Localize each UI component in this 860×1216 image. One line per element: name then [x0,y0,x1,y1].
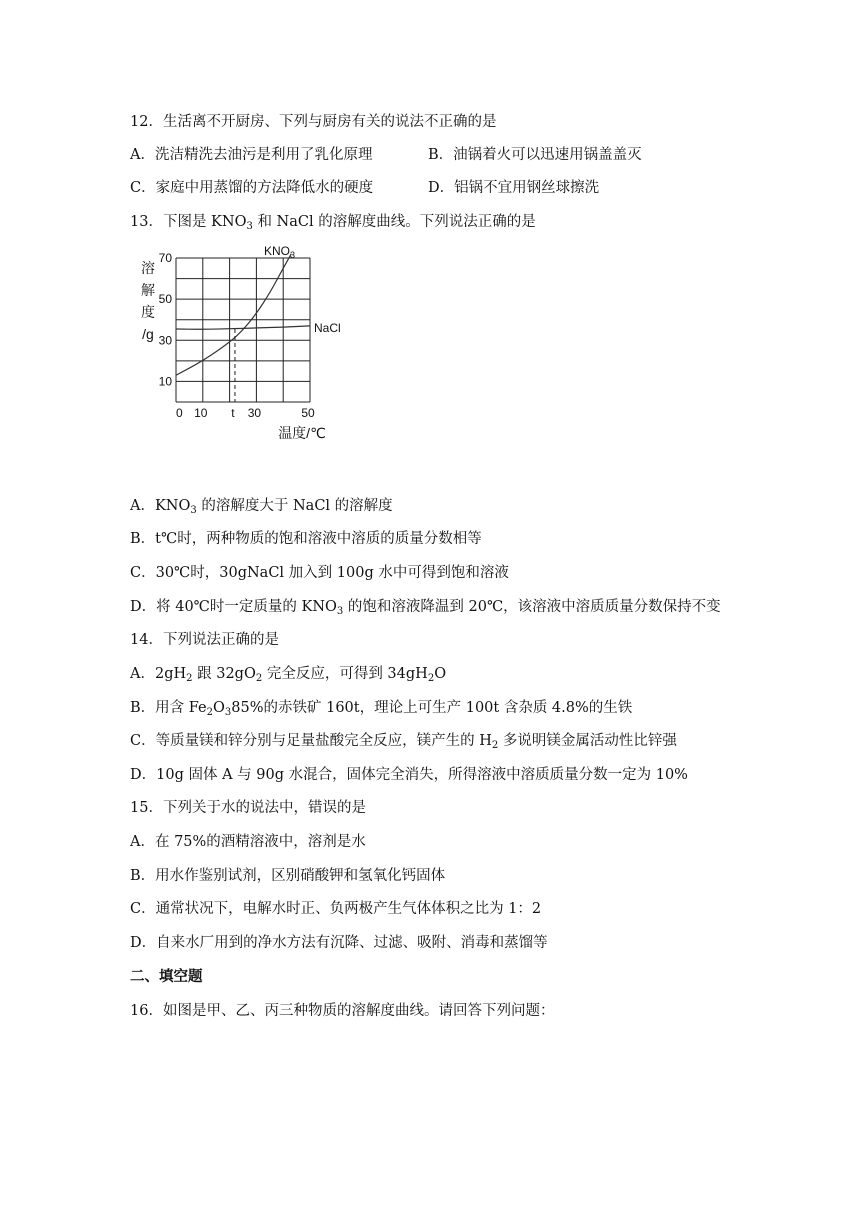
q12-option-c: C．家庭中用蒸馏的方法降低水的硬度 [130,180,374,196]
series-label-kno3: $KNO_3$ [264,244,296,260]
q12-stem: 12．生活离不开厨房、下列与厨房有关的说法不正确的是 [130,114,497,130]
y-tick-label: 50 [158,292,172,307]
q13-stem: 13．下图是 $KNO_3$ 和 NaCl 的溶解度曲线。下列说法正确的是 [130,214,536,232]
x-tick-label: 10 [194,406,208,420]
x-axis-label: 温度/℃ [278,425,326,441]
q14-stem: 14．下列说法正确的是 [130,632,279,648]
x-tick-label: t [231,406,235,420]
solubility-chart [130,240,370,485]
q15-option-c: C．通常状况下，电解水时正、负两极产生气体体积之比为 1：2 [130,901,542,917]
y-tick-label: 70 [158,251,172,265]
q15-option-a: A．在 75%的酒精溶液中，溶剂是水 [130,834,366,850]
series-label-nacl: NaCl [314,320,341,335]
q12-option-d: D．铝锅不宜用钢丝球擦洗 [428,180,600,196]
q13-option-d: D．将 40℃时一定质量的 $KNO_3$ 的饱和溶液降温到 20℃，该溶液中溶质质量分数保持不变 [130,599,721,617]
q15-option-d: D．自来水厂用到的净水方法有沉降、过滤、吸附、消毒和蒸馏等 [130,935,548,951]
q12-option-b: B．油锅着火可以迅速用锅盖盖灭 [428,147,642,163]
y-tick-label: 30 [158,333,172,348]
y-axis-label: 溶 [141,260,155,276]
q15-option-b: B．用水作鉴别试剂，区别硝酸钾和氢氧化钙固体 [130,868,446,884]
q14-option-d: D．10g 固体 A 与 90g 水混合，固体完全消失，所得溶液中溶质质量分数一定为 10% [130,767,688,783]
q14-option-a: A．$2gH_2$ 跟 $32gO_2$ 完全反应，可得到 $34gH_2O$ [130,666,447,684]
y-axis-label: 解 [141,282,155,298]
q15-stem: 15．下列关于水的说法中，错误的是 [130,800,366,816]
series-line-nacl [176,326,310,329]
q14-option-b: B．用含 $Fe_2O_385\%$的赤铁矿 160t，理论上可生产 100t 含杂质 4.8%的生铁 [130,700,633,718]
q12-option-a: A．洗洁精洗去油污是利用了乳化原理 [130,147,373,163]
x-tick-label: 50 [301,406,315,420]
q13-option-c: C．30℃时，30gNaCl 加入到 100g 水中可得到饱和溶液 [130,565,509,581]
y-axis-label: /g [142,326,154,342]
chart-series [176,254,310,402]
section-heading: 二、填空题 [130,968,203,985]
series-line-kno3 [176,254,291,375]
q16-stem: 16．如图是甲、乙、丙三种物质的溶解度曲线。请回答下列问题： [130,1003,555,1019]
q13-option-a: A．$KNO_3$ 的溶解度大于 NaCl 的溶解度 [130,498,393,516]
x-tick-label: 30 [247,406,262,420]
y-tick-label: 10 [158,374,172,389]
y-axis-label: 度 [141,304,155,320]
q13-option-b: B．t℃时，两种物质的饱和溶液中溶质的质量分数相等 [130,531,482,547]
x-tick-label: 0 [176,406,183,420]
chart-labels [141,244,341,441]
q14-option-c: C．等质量镁和锌分别与足量盐酸完全反应，镁产生的 $H_2$ 多说明镁金属活动性比锌强 [130,733,677,751]
